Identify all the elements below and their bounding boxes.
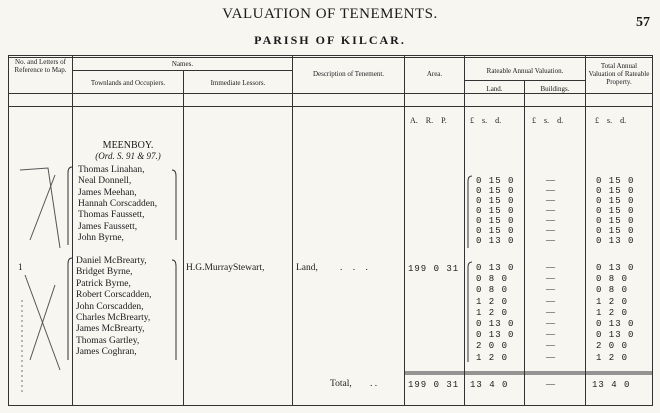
land-valuation: 0 15 0 (476, 216, 515, 226)
buildings-dash: — (546, 215, 555, 225)
total-valuation-row: 0 13 0 (596, 236, 635, 246)
occupier-name: Patrick Byrne, (76, 278, 131, 289)
header-ref: No. and Letters of Reference to Map. (14, 58, 67, 74)
land-valuation: 0 15 0 (476, 226, 515, 236)
header-rateable: Rateable Annual Valuation. (486, 67, 564, 75)
tenement-description: Land, (296, 263, 318, 273)
occupier-name: John Byrne, (78, 232, 124, 243)
land-valuation: 0 15 0 (476, 206, 515, 216)
total-valuation-row: 1 2 0 (596, 307, 629, 318)
occupier-name: James Faussett, (78, 221, 138, 232)
occupier-name: James McBrearty, (76, 324, 145, 335)
total-buildings: — (546, 379, 555, 389)
map-sketch-line-4 (30, 285, 55, 360)
immediate-lessor: H.G.MurrayStewart, (186, 263, 265, 273)
buildings-dash: — (546, 235, 555, 245)
buildings-dash: — (546, 318, 555, 328)
buildings-dash: — (546, 185, 555, 195)
total-valuation-row: 0 15 0 (596, 196, 635, 206)
unit-total: £ s. d. (595, 116, 627, 125)
land-valuation: 0 15 0 (476, 176, 515, 186)
unit-buildings: £ s. d. (532, 116, 564, 125)
land-valuation: 0 13 0 (476, 236, 515, 246)
header-total: Total Annual Valuation of Rateable Property. (588, 62, 650, 86)
buildings-dash: — (546, 195, 555, 205)
buildings-dash: — (546, 284, 555, 295)
unit-area: A. R. P. (410, 116, 447, 125)
total-valuation-row: 0 15 0 (596, 176, 635, 186)
occupier-name: James Meehan, (78, 187, 137, 198)
bracket-g1-left (68, 167, 72, 245)
land-valuation: 1 2 0 (476, 352, 509, 363)
page-heading: VALUATION OF TENEMENTS. (222, 6, 438, 22)
unit-land: £ s. d. (470, 116, 502, 125)
total-valuation-row: 0 13 0 (596, 319, 635, 329)
buildings-dash: — (546, 262, 555, 272)
buildings-dash: — (546, 273, 555, 284)
total-valuation-row: 2 0 0 (596, 341, 629, 352)
bracket-g2-left (68, 258, 72, 360)
land-valuation: 0 15 0 (476, 196, 515, 206)
bracket-g1-right (172, 170, 176, 240)
total-valuation-row: 0 8 0 (596, 274, 629, 285)
buildings-dash: — (546, 306, 555, 317)
occupier-name: John Corscadden, (76, 301, 144, 312)
land-valuation: 0 15 0 (476, 186, 515, 196)
total-label: Total, (330, 379, 352, 389)
header-buildings: Buildings. (540, 85, 570, 93)
map-sketch-line-1 (20, 168, 60, 248)
occupier-name: Charles McBrearty, (76, 313, 151, 323)
total-valuation-row: 1 2 0 (596, 352, 629, 363)
occupier-name: Thomas Faussett, (78, 210, 145, 221)
occupier-name: Robert Corscadden, (76, 290, 152, 301)
occupier-name: James Coghran, (76, 347, 137, 358)
total-valuation: 13 4 0 (592, 380, 631, 390)
occupier-name: Thomas Linahan, (78, 165, 145, 175)
page-number: 57 (636, 15, 650, 30)
header-names: Names. (171, 60, 194, 68)
land-valuation: 0 8 0 (476, 274, 509, 285)
total-valuation-row: 0 8 0 (596, 285, 629, 296)
total-leader-dots: . . (370, 379, 378, 389)
bracket-land-g1 (468, 176, 472, 248)
land-valuation: 0 13 0 (476, 263, 515, 273)
bracket-g2-right (172, 260, 176, 360)
total-land: 13 4 0 (470, 380, 509, 390)
header-land: Land. (486, 85, 503, 93)
land-valuation: 1 2 0 (476, 296, 509, 307)
occupier-name: Hannah Corscadden, (78, 198, 158, 209)
occupier-name: Thomas Gartley, (76, 335, 140, 346)
total-valuation-row: 0 13 0 (596, 263, 635, 273)
total-area: 199 0 31 (408, 380, 460, 390)
land-valuation: 0 8 0 (476, 285, 509, 296)
land-valuation: 2 0 0 (476, 341, 509, 352)
header-townlands: Townlands and Occupiers. (90, 79, 166, 87)
bracket-land-g2 (468, 262, 472, 362)
occupier-name: Daniel McBrearty, (76, 256, 147, 266)
header-area: Area. (426, 70, 443, 78)
total-valuation-row: 1 2 0 (596, 296, 629, 307)
header-lessors: Immediate Lessors. (210, 79, 266, 87)
total-valuation-row: 0 15 0 (596, 206, 635, 216)
buildings-dash: — (546, 351, 555, 362)
occupier-name: Neal Donnell, (78, 176, 132, 187)
buildings-dash: — (546, 329, 555, 340)
total-valuation-row: 0 15 0 (596, 216, 635, 226)
buildings-dash: — (546, 340, 555, 351)
header-description: Description of Tenement. (312, 70, 385, 78)
reference-number: 1 (18, 263, 23, 273)
buildings-dash: — (546, 175, 555, 185)
map-sketch-line-2 (30, 175, 55, 240)
total-valuation-row: 0 15 0 (596, 226, 635, 236)
occupier-name: Bridget Byrne, (76, 267, 133, 278)
land-valuation: 1 2 0 (476, 307, 509, 318)
buildings-dash: — (546, 205, 555, 215)
parish-heading: PARISH OF KILCAR. (254, 33, 406, 47)
townland-name: MEENBOY. (102, 140, 154, 151)
total-valuation-row: 0 15 0 (596, 186, 635, 196)
townland-ordnance: (Ord. S. 91 & 97.) (95, 151, 161, 161)
area-value: 199 0 31 (408, 264, 460, 274)
land-valuation: 0 13 0 (476, 319, 515, 329)
land-valuation: 0 13 0 (476, 330, 515, 341)
buildings-dash: — (546, 295, 555, 306)
description-leader-dots: . . . (340, 263, 372, 273)
buildings-dash: — (546, 225, 555, 235)
total-valuation-row: 0 13 0 (596, 330, 635, 341)
